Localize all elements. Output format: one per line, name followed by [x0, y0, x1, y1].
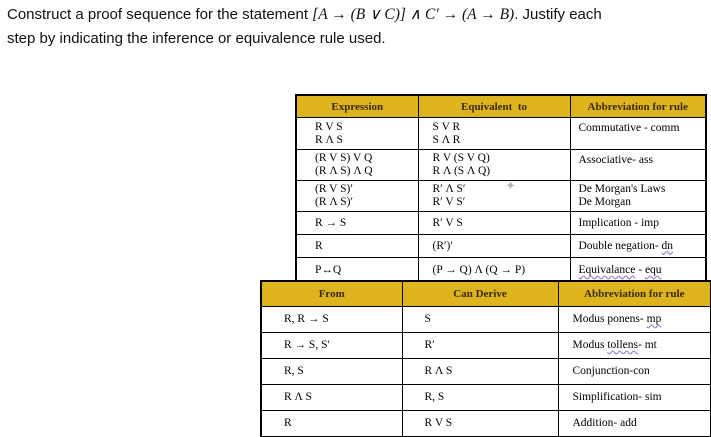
table1-header-row — [296, 95, 706, 118]
equivalent-cell: R′ Λ S′ R′ V S′ — [418, 181, 570, 212]
from-cell: R, R → S — [261, 307, 402, 333]
abbreviation-cell: Modus tollens- mt — [558, 333, 711, 359]
row-modus-tollens — [261, 333, 711, 359]
column-header-can-derive: Can Derive — [402, 281, 558, 307]
misspelled-word: Equivalance — [578, 264, 636, 276]
row-double-negation — [296, 235, 706, 258]
column-header-equivalent-to: Equivalent to — [418, 95, 570, 118]
misspelled-word: tollens — [607, 339, 638, 351]
abbreviation-cell: Implication - imp — [570, 212, 706, 235]
column-header-abbreviation: Abbreviation for rule — [558, 281, 711, 307]
abbreviation-cell: Equivalance - equ — [570, 258, 706, 285]
abbreviation-cell: Addition- add — [558, 411, 711, 437]
derive-cell: R Λ S — [402, 359, 558, 385]
from-cell: R — [261, 411, 402, 437]
row-modus-ponens — [261, 307, 711, 333]
table2-header-row — [261, 281, 711, 307]
derive-cell: R V S — [402, 411, 558, 437]
misspelled-word: equ — [644, 264, 662, 276]
equivalent-cell: R V (S V Q) R Λ (S Λ Q) — [418, 150, 570, 181]
expression-cell: (R V S)′ (R Λ S)′ — [296, 181, 418, 212]
from-cell: R, S — [261, 359, 402, 385]
problem-statement — [7, 3, 632, 51]
expression-cell: P↔Q — [296, 258, 418, 285]
column-header-expression: Expression — [296, 95, 418, 118]
row-simplification — [261, 385, 711, 411]
derive-cell: S — [402, 307, 558, 333]
abbreviation-cell: Associative- ass — [570, 150, 706, 181]
inference-rules-table — [260, 280, 711, 437]
row-commutative — [296, 118, 706, 150]
abbreviation-cell: Modus ponens- mp — [558, 307, 711, 333]
math-expression: [A → (B ∨ C)] ∧ C′ → (A → B) — [312, 6, 515, 23]
row-addition — [261, 411, 711, 437]
abbreviation-cell: De Morgan's Laws De Morgan — [570, 181, 706, 212]
equivalence-rules-table — [295, 94, 707, 285]
column-header-from: From — [261, 281, 402, 307]
equivalent-cell: S V R S Λ R — [418, 118, 570, 150]
row-associative — [296, 150, 706, 181]
abbreviation-cell: Commutative - comm — [570, 118, 706, 150]
derive-cell: R′ — [402, 333, 558, 359]
statement-suffix: . Justify each step by indicating the inference or equivalence rule used. — [7, 6, 602, 47]
equivalent-cell: R′ V S — [418, 212, 570, 235]
expression-cell: R — [296, 235, 418, 258]
column-header-abbreviation: Abbreviation for rule — [570, 95, 706, 118]
misspelled-word: mp — [646, 313, 662, 325]
misspelled-word: dn — [661, 239, 674, 252]
diamond-icon: ✦ — [505, 179, 516, 194]
derive-cell: R, S — [402, 385, 558, 411]
expression-cell: R V S R Λ S — [296, 118, 418, 150]
row-conjunction — [261, 359, 711, 385]
row-demorgan — [296, 181, 706, 212]
equivalent-cell: (R′)′ — [418, 235, 570, 258]
statement-prefix: Construct a proof sequence for the statement — [7, 6, 313, 23]
abbreviation-cell: Conjunction-con — [558, 359, 711, 385]
expression-cell: R → S — [296, 212, 418, 235]
from-cell: R → S, S′ — [261, 333, 402, 359]
expression-cell: (R V S) V Q (R Λ S) Λ Q — [296, 150, 418, 181]
abbreviation-cell: Double negation- dn — [570, 235, 706, 258]
from-cell: R Λ S — [261, 385, 402, 411]
abbreviation-cell: Simplification- sim — [558, 385, 711, 411]
equivalent-cell: (P → Q) Λ (Q → P) — [418, 258, 570, 285]
row-implication — [296, 212, 706, 235]
